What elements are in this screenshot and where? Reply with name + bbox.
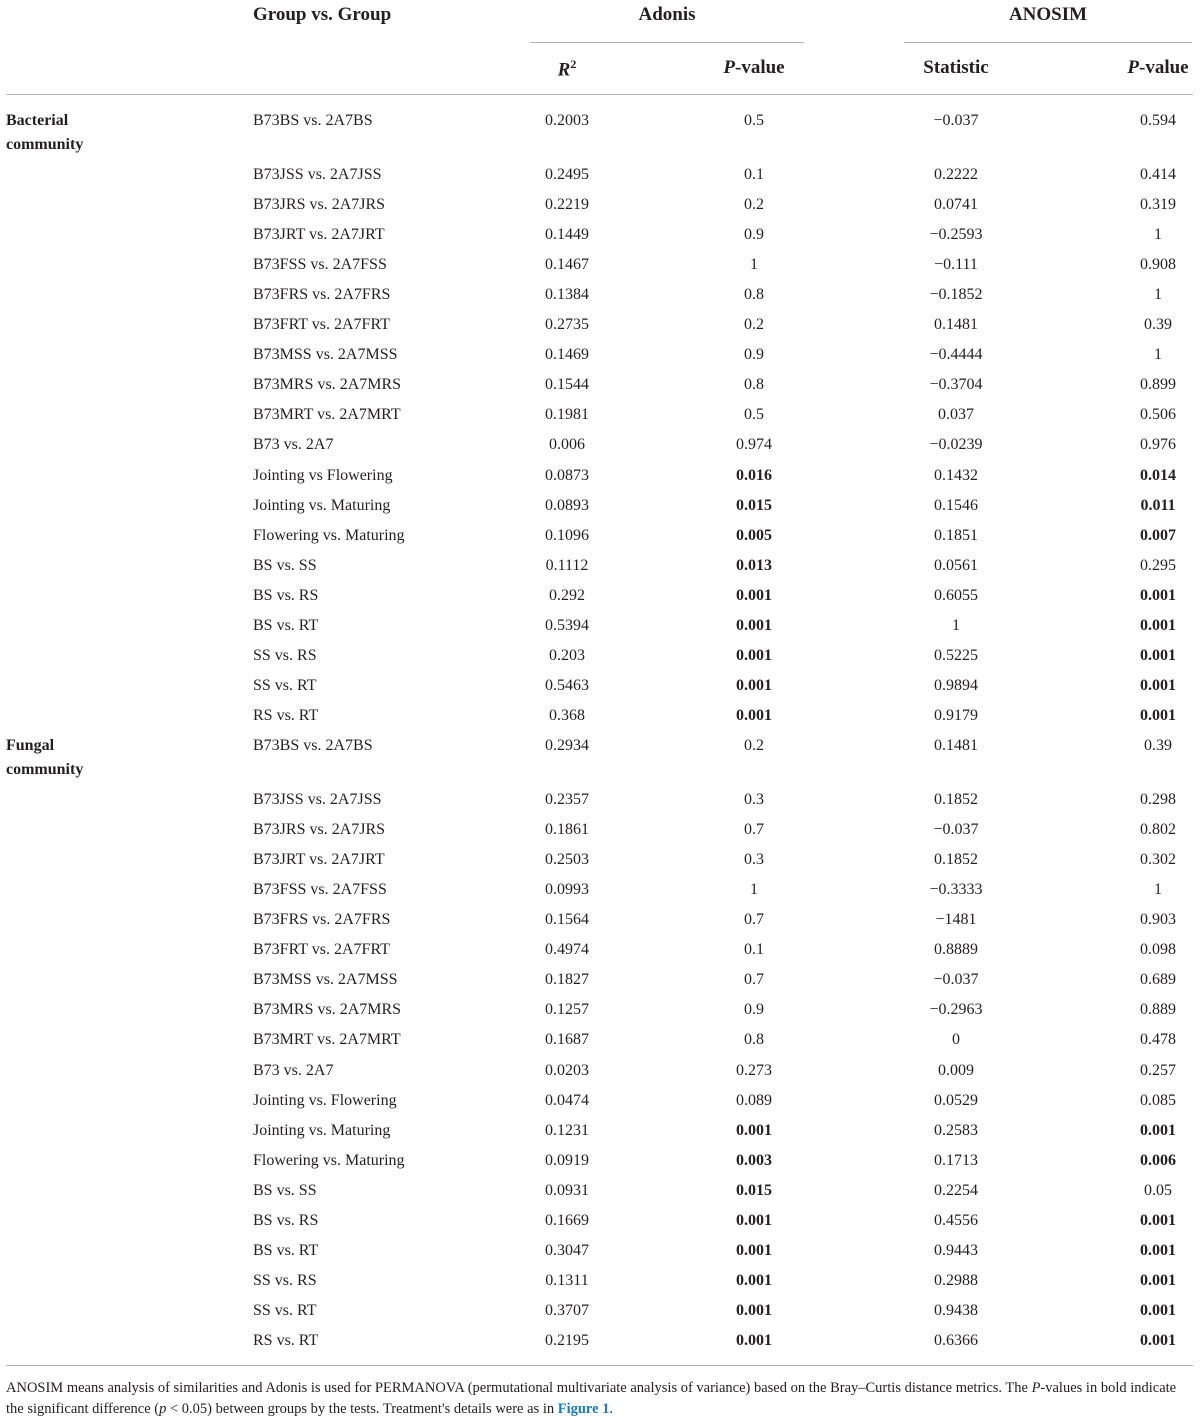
cell-stat: 0.2222: [934, 166, 978, 183]
cell-group: B73FRT vs. 2A7FRT: [253, 316, 390, 334]
cell-r2: 0.1467: [545, 256, 589, 274]
cell-p1: 0.3: [744, 791, 764, 808]
cell-p1: 0.2: [744, 737, 764, 754]
cell-group: Jointing vs Flowering: [253, 466, 393, 484]
cell-group: B73BS vs. 2A7BS: [253, 112, 373, 129]
cell-r2: 0.0893: [545, 496, 589, 514]
cell-p2: 0.976: [1140, 436, 1176, 454]
cell-stat: 0.0561: [934, 556, 978, 574]
cell-r2: 0.368: [549, 706, 585, 724]
cell-p2: 0.506: [1140, 406, 1176, 424]
cell-stat: 0.1713: [934, 1151, 978, 1169]
cell-group: BS vs. RS: [253, 1211, 319, 1229]
cell-r2: 0.2357: [545, 791, 589, 808]
cell-p1: 0.015: [736, 1181, 772, 1199]
cell-stat: 1: [952, 616, 960, 634]
cell-p1: 0.2: [744, 316, 764, 334]
cell-stat: 0.5225: [934, 646, 978, 664]
cell-r2: 0.1544: [545, 376, 589, 394]
cell-group: B73MRT vs. 2A7MRT: [253, 406, 401, 424]
cell-group: B73MRS vs. 2A7MRS: [253, 1001, 402, 1019]
cell-p1: 0.001: [736, 586, 772, 604]
cell-stat: 0.009: [938, 1061, 974, 1079]
cell-group: B73JRS vs. 2A7JRS: [253, 196, 386, 214]
cell-p2: 0.001: [1140, 1241, 1176, 1259]
cell-r2: 0.0931: [545, 1181, 589, 1199]
cell-p1: 0.089: [736, 1091, 772, 1109]
cell-group: RS vs. RT: [253, 1331, 319, 1349]
cell-r2: 0.1231: [545, 1121, 589, 1139]
cell-stat: 0.037: [938, 406, 974, 424]
cell-stat: 0.4556: [934, 1211, 978, 1229]
cell-stat: −0.2963: [929, 1001, 983, 1019]
cell-r2: 0.3047: [545, 1241, 589, 1259]
cell-p2: 0.414: [1140, 166, 1176, 183]
cell-p1: 0.9: [744, 1001, 764, 1019]
cell-p1: 0.2: [744, 196, 764, 214]
cell-r2: 0.2003: [545, 112, 589, 129]
cell-p2: 0.001: [1140, 1331, 1176, 1349]
cell-r2: 0.1861: [545, 821, 589, 838]
cell-p1: 0.7: [744, 821, 764, 838]
cell-group: SS vs. RT: [253, 1301, 317, 1319]
cell-group: B73JSS vs. 2A7JSS: [253, 791, 382, 808]
cell-stat: −0.1852: [929, 286, 983, 304]
cell-p2: 0.007: [1140, 526, 1176, 544]
cell-group: B73JRT vs. 2A7JRT: [253, 226, 385, 244]
cell-stat: 0.1481: [934, 316, 978, 334]
cell-p1: 1: [750, 881, 758, 899]
cell-r2: 0.0203: [545, 1061, 589, 1079]
cell-p1: 0.001: [736, 706, 772, 724]
cell-group: B73FRS vs. 2A7FRS: [253, 911, 391, 929]
cell-r2: 0.1469: [545, 346, 589, 364]
cell-p1: 0.974: [736, 436, 772, 454]
header-bottom-rule: [6, 94, 1193, 95]
cell-stat: 0.1852: [934, 791, 978, 808]
cell-p2: 0.001: [1140, 1121, 1176, 1139]
cell-group: B73FSS vs. 2A7FSS: [253, 881, 387, 899]
cell-stat: −1481: [935, 911, 977, 929]
cell-p2: 0.802: [1140, 821, 1176, 838]
cell-group: Flowering vs. Maturing: [253, 526, 405, 544]
header-p-value-adonis: P-value: [723, 57, 785, 78]
cell-p1: 0.001: [736, 616, 772, 634]
cell-r2: 0.0474: [545, 1091, 589, 1109]
cell-p2: 0.001: [1140, 586, 1176, 604]
cell-p1: 0.7: [744, 971, 764, 989]
cell-p2: 0.014: [1140, 466, 1176, 484]
cell-r2: 0.5394: [545, 616, 589, 634]
cell-p1: 0.5: [744, 112, 764, 129]
cell-group: SS vs. RS: [253, 1271, 317, 1289]
cell-p2: 0.001: [1140, 616, 1176, 634]
cell-group: B73JSS vs. 2A7JSS: [253, 166, 382, 183]
cell-p2: 1: [1154, 286, 1162, 304]
cell-stat: −0.037: [933, 971, 979, 989]
cell-p1: 0.005: [736, 526, 772, 544]
cell-p2: 0.001: [1140, 1211, 1176, 1229]
cell-stat: 0.0741: [934, 196, 978, 214]
adonis-header-rule: [530, 42, 804, 43]
cell-r2: 0.2735: [545, 316, 589, 334]
cell-p2: 0.098: [1140, 941, 1176, 959]
cell-r2: 0.2219: [545, 196, 589, 214]
cell-stat: −0.0239: [929, 436, 983, 454]
cell-p1: 0.273: [736, 1061, 772, 1079]
cell-p2: 1: [1154, 346, 1162, 364]
cell-p2: 0.889: [1140, 1001, 1176, 1019]
cell-p1: 0.5: [744, 406, 764, 424]
cell-stat: 0.9894: [934, 676, 978, 694]
cell-r2: 0.2195: [545, 1331, 589, 1349]
cell-p2: 0.001: [1140, 676, 1176, 694]
cell-stat: 0.6055: [934, 586, 978, 604]
cell-r2: 0.1384: [545, 286, 589, 304]
cell-group: Jointing vs. Maturing: [253, 496, 391, 514]
cell-r2: 0.1564: [545, 911, 589, 929]
cell-p2: 0.011: [1140, 496, 1176, 514]
cell-stat: −0.037: [933, 112, 979, 129]
cell-stat: −0.037: [933, 821, 979, 838]
cell-group: B73FRS vs. 2A7FRS: [253, 286, 391, 304]
cell-r2: 0.1449: [545, 226, 589, 244]
cell-group: SS vs. RT: [253, 676, 317, 694]
cell-group: BS vs. RS: [253, 586, 319, 604]
cell-p2: 1: [1154, 881, 1162, 899]
cell-group: B73JRT vs. 2A7JRT: [253, 851, 385, 869]
cell-group: B73MSS vs. 2A7MSS: [253, 346, 398, 364]
cell-r2: 0.1687: [545, 1031, 589, 1049]
cell-p1: 0.9: [744, 346, 764, 364]
cell-group: B73 vs. 2A7: [253, 1061, 334, 1079]
cell-r2: 0.1096: [545, 526, 589, 544]
header-group: Group vs. Group: [253, 4, 392, 25]
cell-group: B73FSS vs. 2A7FSS: [253, 256, 387, 274]
header-statistic: Statistic: [923, 57, 989, 78]
cell-p2: 0.478: [1140, 1031, 1176, 1049]
cell-group: B73 vs. 2A7: [253, 436, 334, 454]
cell-p1: 0.8: [744, 376, 764, 394]
cell-p1: 0.001: [736, 1211, 772, 1229]
cell-p1: 0.001: [736, 1301, 772, 1319]
cell-stat: 0.1546: [934, 496, 978, 514]
cell-stat: −0.3704: [929, 376, 983, 394]
cell-p2: 0.295: [1140, 556, 1176, 574]
cell-stat: −0.3333: [929, 881, 983, 899]
cell-stat: 0.1481: [934, 737, 978, 754]
cell-p2: 0.001: [1140, 646, 1176, 664]
cell-r2: 0.5463: [545, 676, 589, 694]
cell-p1: 0.001: [736, 1121, 772, 1139]
cell-r2: 0.0873: [545, 466, 589, 484]
cell-stat: 0.9179: [934, 706, 978, 724]
cell-group: B73BS vs. 2A7BS: [253, 737, 373, 754]
section-label: Fungal community: [6, 737, 84, 778]
cell-r2: 0.2503: [545, 851, 589, 869]
cell-p2: 0.006: [1140, 1151, 1176, 1169]
cell-p1: 0.1: [744, 941, 764, 959]
cell-group: B73JRS vs. 2A7JRS: [253, 821, 386, 838]
cell-p1: 0.001: [736, 676, 772, 694]
cell-p2: 1: [1154, 226, 1162, 244]
cell-stat: 0.1432: [934, 466, 978, 484]
cell-p2: 0.085: [1140, 1091, 1176, 1109]
cell-r2: 0.2495: [545, 166, 589, 183]
cell-stat: −0.4444: [929, 346, 983, 364]
cell-group: BS vs. RT: [253, 616, 319, 634]
cell-p1: 0.8: [744, 1031, 764, 1049]
cell-r2: 0.203: [549, 646, 585, 664]
cell-p2: 0.001: [1140, 1271, 1176, 1289]
header-p-value-anosim: P-value: [1127, 57, 1189, 78]
table-bottom-rule: [6, 1365, 1193, 1366]
cell-p1: 0.9: [744, 226, 764, 244]
cell-p1: 0.001: [736, 646, 772, 664]
cell-p1: 0.1: [744, 166, 764, 183]
cell-stat: 0.9438: [934, 1301, 978, 1319]
cell-p2: 0.903: [1140, 911, 1176, 929]
cell-group: BS vs. RT: [253, 1241, 319, 1259]
cell-stat: 0.1851: [934, 526, 978, 544]
cell-p2: 0.908: [1140, 256, 1176, 274]
cell-group: SS vs. RS: [253, 646, 317, 664]
cell-r2: 0.1669: [545, 1211, 589, 1229]
cell-group: RS vs. RT: [253, 706, 319, 724]
cell-p2: 0.899: [1140, 376, 1176, 394]
cell-p2: 0.001: [1140, 706, 1176, 724]
cell-p1: 0.013: [736, 556, 772, 574]
cell-r2: 0.006: [549, 436, 585, 454]
table-footnote: ANOSIM means analysis of similarities and Adonis is used for PERMANOVA (permutational multivariate analysis of variance) based on the Bray–Curtis distance metrics. The P-values in bold indicate the significant difference (p < 0.05) between groups by the tests. Treatment's details were as in Figure 1.: [6, 1380, 1177, 1417]
cell-stat: 0.2988: [934, 1271, 978, 1289]
cell-group: BS vs. SS: [253, 1181, 317, 1199]
cell-p1: 0.7: [744, 911, 764, 929]
cell-p1: 0.003: [736, 1151, 772, 1169]
cell-r2: 0.2934: [545, 737, 589, 754]
cell-p1: 0.001: [736, 1271, 772, 1289]
cell-r2: 0.3707: [545, 1301, 589, 1319]
cell-stat: −0.2593: [929, 226, 983, 244]
cell-group: Jointing vs. Flowering: [253, 1091, 397, 1109]
header-adonis: Adonis: [638, 4, 696, 25]
cell-p1: 0.016: [736, 466, 772, 484]
cell-p2: 0.05: [1144, 1181, 1172, 1199]
cell-stat: 0.8889: [934, 941, 978, 959]
cell-p2: 0.302: [1140, 851, 1176, 869]
cell-p1: 0.8: [744, 286, 764, 304]
cell-p1: 1: [750, 256, 758, 274]
cell-r2: 0.292: [549, 586, 585, 604]
cell-r2: 0.1257: [545, 1001, 589, 1019]
figure-1-link[interactable]: Figure 1: [557, 1401, 610, 1417]
cell-group: B73FRT vs. 2A7FRT: [253, 941, 390, 959]
cell-stat: −0.111: [934, 256, 978, 274]
cell-r2: 0.1981: [545, 406, 589, 424]
cell-p2: 0.689: [1140, 971, 1176, 989]
cell-p2: 0.39: [1144, 316, 1172, 334]
cell-r2: 0.0993: [545, 881, 589, 899]
cell-stat: 0.2583: [934, 1121, 978, 1139]
cell-r2: 0.1112: [545, 556, 589, 574]
cell-group: Jointing vs. Maturing: [253, 1121, 391, 1139]
cell-stat: 0.9443: [934, 1241, 978, 1259]
cell-r2: 0.1311: [545, 1271, 589, 1289]
cell-stat: 0: [952, 1031, 960, 1049]
cell-group: B73MRT vs. 2A7MRT: [253, 1031, 401, 1049]
cell-group: BS vs. SS: [253, 556, 317, 574]
anosim-header-rule: [904, 42, 1192, 43]
cell-stat: 0.2254: [934, 1181, 978, 1199]
header-r2: $R^2$: [557, 57, 577, 81]
cell-p2: 0.319: [1140, 196, 1176, 214]
cell-stat: 0.6366: [934, 1331, 978, 1349]
cell-stat: 0.0529: [934, 1091, 978, 1109]
cell-group: Flowering vs. Maturing: [253, 1151, 405, 1169]
cell-p2: 0.39: [1144, 737, 1172, 754]
cell-p2: 0.594: [1140, 112, 1176, 129]
cell-r2: 0.4974: [545, 941, 589, 959]
cell-p2: 0.001: [1140, 1301, 1176, 1319]
cell-p1: 0.015: [736, 496, 772, 514]
cell-stat: 0.1852: [934, 851, 978, 869]
header-anosim: ANOSIM: [1008, 4, 1088, 25]
cell-p2: 0.298: [1140, 791, 1176, 808]
cell-p1: 0.001: [736, 1331, 772, 1349]
cell-group: B73MRS vs. 2A7MRS: [253, 376, 402, 394]
section-label: Bacterial community: [6, 112, 84, 153]
cell-p2: 0.257: [1140, 1061, 1176, 1079]
cell-p1: 0.001: [736, 1241, 772, 1259]
cell-p1: 0.3: [744, 851, 764, 869]
cell-r2: 0.1827: [545, 971, 589, 989]
cell-group: B73MSS vs. 2A7MSS: [253, 971, 398, 989]
cell-r2: 0.0919: [545, 1151, 589, 1169]
